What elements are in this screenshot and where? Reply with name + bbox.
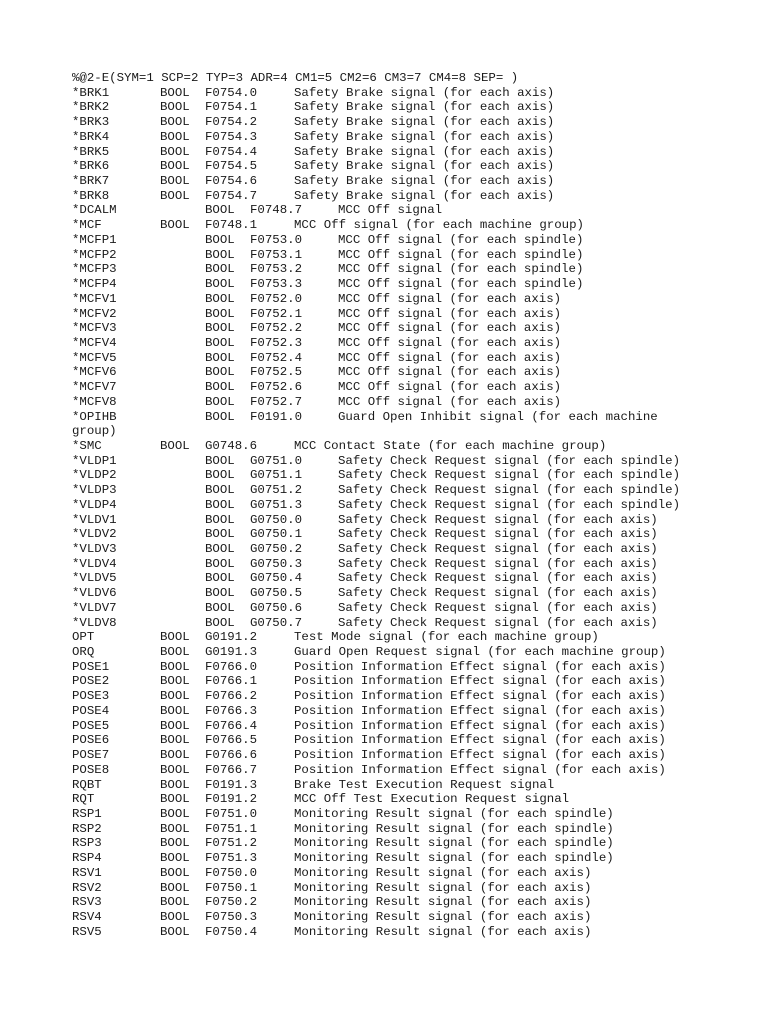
signal-address: F0748.1 (205, 218, 258, 233)
signal-row (72, 763, 762, 778)
signal-row (72, 262, 762, 277)
signal-row (72, 807, 762, 822)
signal-row (72, 351, 762, 366)
signal-type: BOOL (205, 232, 235, 247)
signal-symbol: RQBT (72, 777, 102, 792)
signal-type: BOOL (160, 659, 190, 674)
signal-type: BOOL (205, 306, 235, 321)
signal-comment: MCC Off signal (for each axis) (338, 350, 562, 365)
signal-row (72, 292, 762, 307)
signal-address: F0753.0 (250, 232, 303, 247)
signal-row (72, 248, 762, 263)
signal-type: BOOL (160, 909, 190, 924)
signal-address: F0766.4 (205, 718, 258, 733)
signal-address: G0751.2 (250, 483, 303, 498)
signal-type: BOOL (205, 542, 235, 556)
signal-comment: Safety Brake signal (for each axis) (294, 159, 555, 174)
signal-comment: Safety Check Request signal (for each spindle) (338, 497, 681, 512)
signal-row (72, 616, 762, 631)
signal-address: F0766.1 (205, 674, 258, 689)
signal-type: BOOL (205, 571, 235, 586)
signal-symbol: *VLDV3 (72, 542, 117, 556)
signal-type: BOOL (160, 718, 190, 733)
signal-comment: MCC Off signal (for each spindle) (338, 262, 584, 277)
signal-address: G0748.6 (205, 438, 258, 453)
signal-symbol: *MCFP2 (72, 247, 117, 262)
signal-address: F0754.5 (205, 159, 258, 174)
signal-type: BOOL (160, 645, 190, 660)
signal-type: BOOL (160, 115, 190, 130)
signal-row (72, 233, 762, 248)
signal-symbol: POSE5 (72, 718, 110, 733)
signal-symbol: RSV1 (72, 865, 102, 880)
signal-type: BOOL (205, 453, 235, 468)
signal-address: F0750.4 (205, 924, 258, 939)
signal-symbol: *VLDP3 (72, 483, 117, 498)
signal-comment: Safety Check Request signal (for each axis) (338, 527, 658, 542)
signal-symbol: *MCFV8 (72, 394, 117, 409)
signal-row (72, 454, 762, 469)
signal-row (72, 498, 762, 513)
signal-symbol: RSP4 (72, 851, 102, 866)
signal-symbol: *VLDP2 (72, 468, 117, 483)
signal-symbol: RSP2 (72, 821, 102, 836)
signal-comment: MCC Off signal (for each spindle) (338, 232, 584, 247)
signal-type: BOOL (205, 203, 235, 218)
signal-type: BOOL (205, 600, 235, 615)
signal-comment: Safety Brake signal (for each axis) (294, 129, 555, 144)
signal-address: G0750.3 (250, 556, 303, 571)
signal-address: G0750.7 (250, 615, 303, 630)
signal-row (72, 792, 762, 807)
signal-row (72, 439, 762, 454)
signal-row (72, 748, 762, 763)
signal-comment: Position Information Effect signal (for each axis) (294, 718, 666, 733)
signal-symbol: *BRK4 (72, 129, 110, 144)
signal-comment: MCC Off signal (for each axis) (338, 335, 562, 350)
signal-comment: Safety Brake signal (for each axis) (294, 100, 555, 115)
signal-symbol: ORQ (72, 645, 95, 660)
signal-address: G0191.2 (205, 630, 258, 645)
signal-type: BOOL (160, 836, 190, 851)
signal-address: G0750.6 (250, 600, 303, 615)
signal-address: F0766.2 (205, 689, 258, 704)
signal-row (72, 719, 762, 734)
signal-type: BOOL (205, 615, 235, 630)
signal-symbol: *VLDV2 (72, 527, 117, 542)
signal-comment: Monitoring Result signal (for each axis) (294, 909, 592, 924)
signal-symbol: *BRK2 (72, 100, 110, 115)
signal-address: F0752.4 (250, 350, 303, 365)
signal-symbol: *VLDV1 (72, 512, 117, 527)
signal-comment: Monitoring Result signal (for each axis) (294, 924, 592, 939)
signal-type: BOOL (205, 262, 235, 277)
signal-row (72, 822, 762, 837)
signal-symbol: *BRK5 (72, 144, 110, 159)
signal-address: F0754.0 (205, 85, 258, 100)
signal-address: F0748.7 (250, 203, 303, 218)
signal-address: F0752.5 (250, 365, 303, 380)
signal-symbol: RSP3 (72, 836, 102, 851)
signal-comment: Test Mode signal (for each machine group) (294, 630, 599, 645)
signal-type: BOOL (205, 380, 235, 395)
signal-type: BOOL (160, 748, 190, 763)
signal-row (72, 130, 762, 145)
signal-symbol: RSV2 (72, 880, 102, 895)
signal-type: BOOL (205, 321, 235, 336)
signal-row (72, 925, 762, 940)
signal-address: G0751.3 (250, 497, 303, 512)
signal-symbol: *SMC (72, 438, 102, 453)
signal-comment: Guard Open Inhibit signal (for each machine (338, 409, 658, 424)
signal-symbol: RSV5 (72, 924, 102, 939)
signal-type: BOOL (205, 468, 235, 483)
signal-symbol: *BRK8 (72, 188, 110, 203)
signal-row (72, 321, 762, 336)
signal-comment: Monitoring Result signal (for each axis) (294, 865, 592, 880)
signal-comment: Position Information Effect signal (for each axis) (294, 674, 666, 689)
signal-symbol: POSE1 (72, 659, 110, 674)
signal-comment: Monitoring Result signal (for each axis) (294, 895, 592, 910)
signal-type: BOOL (160, 762, 190, 777)
signal-row (72, 866, 762, 881)
signal-comment: Safety Brake signal (for each axis) (294, 85, 555, 100)
signal-symbol: *VLDV8 (72, 615, 117, 630)
signal-type: BOOL (160, 144, 190, 159)
signal-row (72, 410, 762, 425)
signal-comment: Safety Check Request signal (for each axis) (338, 542, 658, 556)
signal-symbol: POSE3 (72, 689, 110, 704)
signal-row (72, 895, 762, 910)
signal-address: F0754.4 (205, 144, 258, 159)
signal-type: BOOL (160, 865, 190, 880)
signal-symbol: OPT (72, 630, 95, 645)
signal-symbol: *MCFP3 (72, 262, 117, 277)
signal-comment: Safety Brake signal (for each axis) (294, 115, 555, 130)
signal-symbol: *MCF (72, 218, 102, 233)
signal-symbol: *MCFV3 (72, 321, 117, 336)
signal-row (72, 203, 762, 218)
signal-symbol: RSV3 (72, 895, 102, 910)
signal-address: F0752.7 (250, 394, 303, 409)
signal-symbol: *BRK1 (72, 85, 110, 100)
signal-row (72, 630, 762, 645)
signal-symbol: *BRK6 (72, 159, 110, 174)
signal-address: G0750.5 (250, 586, 303, 601)
signal-comment: MCC Off signal (for each spindle) (338, 247, 584, 262)
signal-address: F0752.2 (250, 321, 303, 336)
signal-comment: MCC Off signal (for each axis) (338, 365, 562, 380)
signal-symbol: *DCALM (72, 203, 117, 218)
signal-symbol: *MCFP4 (72, 277, 117, 292)
signal-row (72, 189, 762, 204)
signal-address: F0750.0 (205, 865, 258, 880)
signal-address: F0753.1 (250, 247, 303, 262)
signal-address: F0191.3 (205, 777, 258, 792)
signal-comment: MCC Off signal (for each axis) (338, 291, 562, 306)
signal-type: BOOL (160, 777, 190, 792)
signal-comment: Monitoring Result signal (for each spindle) (294, 851, 614, 866)
signal-symbol: POSE7 (72, 748, 110, 763)
signal-symbol: *MCFV7 (72, 380, 117, 395)
signal-type: BOOL (160, 806, 190, 821)
signal-comment: Safety Check Request signal (for each axis) (338, 615, 658, 630)
signal-comment: Monitoring Result signal (for each spindle) (294, 821, 614, 836)
signal-symbol: *MCFV5 (72, 350, 117, 365)
signal-comment: MCC Off signal (338, 203, 443, 218)
signal-type: BOOL (205, 277, 235, 292)
signal-address: F0766.6 (205, 748, 258, 763)
signal-type: BOOL (205, 365, 235, 380)
signal-row (72, 513, 762, 528)
signal-row (72, 674, 762, 689)
signal-type: BOOL (160, 733, 190, 748)
signal-type: BOOL (160, 689, 190, 704)
signal-comment: MCC Off signal (for each axis) (338, 321, 562, 336)
signal-type: BOOL (205, 497, 235, 512)
signal-row (72, 542, 762, 557)
signal-address: F0751.3 (205, 851, 258, 866)
signal-row (72, 586, 762, 601)
signal-row (72, 395, 762, 410)
signal-row (72, 483, 762, 498)
signal-symbol: *MCFP1 (72, 232, 117, 247)
signal-symbol: POSE4 (72, 703, 110, 718)
signal-type: BOOL (160, 821, 190, 836)
signal-comment: Position Information Effect signal (for each axis) (294, 762, 666, 777)
signal-comment: Monitoring Result signal (for each spindle) (294, 836, 614, 851)
signal-listing (72, 71, 762, 939)
signal-address: F0766.7 (205, 762, 258, 777)
signal-row (72, 733, 762, 748)
signal-symbol: *VLDV4 (72, 556, 117, 571)
signal-comment: Guard Open Request signal (for each machine group) (294, 645, 666, 660)
signal-type: BOOL (160, 880, 190, 895)
signal-type: BOOL (160, 100, 190, 115)
signal-symbol: *BRK3 (72, 115, 110, 130)
signal-row (72, 277, 762, 292)
signal-type: BOOL (205, 483, 235, 498)
signal-type: BOOL (160, 792, 190, 807)
signal-type: BOOL (160, 703, 190, 718)
signal-symbol: *MCFV4 (72, 335, 117, 350)
signal-row (72, 836, 762, 851)
format-header-line (72, 71, 762, 86)
signal-row (72, 100, 762, 115)
signal-address: F0752.6 (250, 380, 303, 395)
signal-row (72, 851, 762, 866)
signal-address: F0766.5 (205, 733, 258, 748)
signal-type: BOOL (160, 159, 190, 174)
signal-type: BOOL (160, 85, 190, 100)
signal-symbol: *VLDP4 (72, 497, 117, 512)
comment-continuation: group) (72, 424, 117, 439)
signal-address: G0750.0 (250, 512, 303, 527)
signal-symbol: *VLDV6 (72, 586, 117, 601)
signal-address: F0754.1 (205, 100, 258, 115)
signal-type: BOOL (160, 218, 190, 233)
signal-address: F0766.0 (205, 659, 258, 674)
signal-row (72, 660, 762, 675)
signal-type: BOOL (205, 586, 235, 601)
signal-comment: Safety Check Request signal (for each axis) (338, 600, 658, 615)
signal-row (72, 174, 762, 189)
signal-row (72, 704, 762, 719)
signal-address: G0751.0 (250, 453, 303, 468)
signal-comment: Monitoring Result signal (for each axis) (294, 880, 592, 895)
signal-comment: Safety Brake signal (for each axis) (294, 188, 555, 203)
signal-row (72, 910, 762, 925)
signal-symbol: POSE6 (72, 733, 110, 748)
signal-symbol: POSE8 (72, 762, 110, 777)
signal-type: BOOL (160, 438, 190, 453)
signal-row (72, 881, 762, 896)
signal-symbol: *VLDV7 (72, 600, 117, 615)
signal-address: F0750.3 (205, 909, 258, 924)
signal-address: F0754.2 (205, 115, 258, 130)
signal-address: F0751.1 (205, 821, 258, 836)
signal-type: BOOL (160, 674, 190, 689)
signal-comment: Safety Check Request signal (for each axis) (338, 571, 658, 586)
signal-address: G0191.3 (205, 645, 258, 660)
signal-comment: Brake Test Execution Request signal (294, 777, 555, 792)
signal-address: F0750.2 (205, 895, 258, 910)
signal-comment: Monitoring Result signal (for each spindle) (294, 806, 614, 821)
signal-row (72, 468, 762, 483)
comment-continuation-line (72, 424, 762, 439)
signal-type: BOOL (160, 630, 190, 645)
signal-type: BOOL (160, 924, 190, 939)
signal-row (72, 645, 762, 660)
signal-comment: MCC Off Test Execution Request signal (294, 792, 570, 807)
signal-symbol: *MCFV2 (72, 306, 117, 321)
signal-type: BOOL (205, 512, 235, 527)
signal-type: BOOL (160, 851, 190, 866)
signal-comment: Safety Brake signal (for each axis) (294, 144, 555, 159)
signal-symbol: *MCFV1 (72, 291, 117, 306)
signal-comment: Position Information Effect signal (for each axis) (294, 689, 666, 704)
signal-address: F0753.2 (250, 262, 303, 277)
signal-type: BOOL (205, 556, 235, 571)
signal-type: BOOL (205, 291, 235, 306)
signal-type: BOOL (160, 188, 190, 203)
signal-row (72, 380, 762, 395)
signal-row (72, 145, 762, 160)
signal-symbol: *VLDP1 (72, 453, 117, 468)
signal-symbol: *MCFV6 (72, 365, 117, 380)
signal-row (72, 307, 762, 322)
signal-type: BOOL (160, 895, 190, 910)
signal-address: G0750.2 (250, 542, 303, 556)
signal-row (72, 527, 762, 542)
signal-address: F0751.0 (205, 806, 258, 821)
signal-address: G0751.1 (250, 468, 303, 483)
signal-comment: MCC Off signal (for each machine group) (294, 218, 584, 233)
signal-type: BOOL (205, 409, 235, 424)
signal-type: BOOL (205, 527, 235, 542)
signal-address: F0754.7 (205, 188, 258, 203)
signal-symbol: POSE2 (72, 674, 110, 689)
signal-row (72, 557, 762, 572)
signal-comment: Safety Check Request signal (for each spindle) (338, 468, 681, 483)
signal-comment: Safety Check Request signal (for each spindle) (338, 453, 681, 468)
signal-address: F0191.0 (250, 409, 303, 424)
signal-address: F0751.2 (205, 836, 258, 851)
signal-address: G0750.1 (250, 527, 303, 542)
signal-comment: MCC Off signal (for each axis) (338, 380, 562, 395)
signal-row (72, 365, 762, 380)
format-header: %@2-E(SYM=1 SCP=2 TYP=3 ADR=4 CM1=5 CM2=6 CM3=7 CM4=8 SEP= ) (72, 71, 519, 85)
signal-row (72, 571, 762, 586)
signal-type: BOOL (160, 129, 190, 144)
signal-row (72, 689, 762, 704)
signal-comment: MCC Off signal (for each axis) (338, 394, 562, 409)
signal-symbol: *BRK7 (72, 174, 110, 189)
signal-comment: Safety Check Request signal (for each axis) (338, 512, 658, 527)
signal-comment: Safety Check Request signal (for each spindle) (338, 483, 681, 498)
signal-address: G0750.4 (250, 571, 303, 586)
signal-comment: Position Information Effect signal (for each axis) (294, 703, 666, 718)
signal-symbol: RSV4 (72, 909, 102, 924)
signal-comment: Position Information Effect signal (for each axis) (294, 659, 666, 674)
signal-address: F0754.3 (205, 129, 258, 144)
signal-row (72, 601, 762, 616)
signal-comment: MCC Off signal (for each axis) (338, 306, 562, 321)
signal-comment: MCC Off signal (for each spindle) (338, 277, 584, 292)
signal-address: F0750.1 (205, 880, 258, 895)
signal-row (72, 778, 762, 793)
signal-type: BOOL (205, 394, 235, 409)
signal-address: F0191.2 (205, 792, 258, 807)
signal-row (72, 159, 762, 174)
signal-comment: Position Information Effect signal (for each axis) (294, 733, 666, 748)
signal-row (72, 336, 762, 351)
signal-address: F0752.0 (250, 291, 303, 306)
signal-address: F0754.6 (205, 174, 258, 189)
signal-row (72, 86, 762, 101)
signal-comment: Position Information Effect signal (for each axis) (294, 748, 666, 763)
signal-symbol: RSP1 (72, 806, 102, 821)
signal-comment: MCC Contact State (for each machine group) (294, 438, 607, 453)
signal-type: BOOL (205, 350, 235, 365)
signal-address: F0753.3 (250, 277, 303, 292)
signal-comment: Safety Brake signal (for each axis) (294, 174, 555, 189)
signal-type: BOOL (160, 174, 190, 189)
signal-comment: Safety Check Request signal (for each axis) (338, 586, 658, 601)
signal-row (72, 218, 762, 233)
signal-address: F0752.1 (250, 306, 303, 321)
signal-type: BOOL (205, 247, 235, 262)
signal-row (72, 115, 762, 130)
signal-symbol: RQT (72, 792, 95, 807)
signal-symbol: *OPIHB (72, 409, 117, 424)
signal-type: BOOL (205, 335, 235, 350)
signal-address: F0766.3 (205, 703, 258, 718)
signal-symbol: *VLDV5 (72, 571, 117, 586)
signal-comment: Safety Check Request signal (for each axis) (338, 556, 658, 571)
signal-address: F0752.3 (250, 335, 303, 350)
